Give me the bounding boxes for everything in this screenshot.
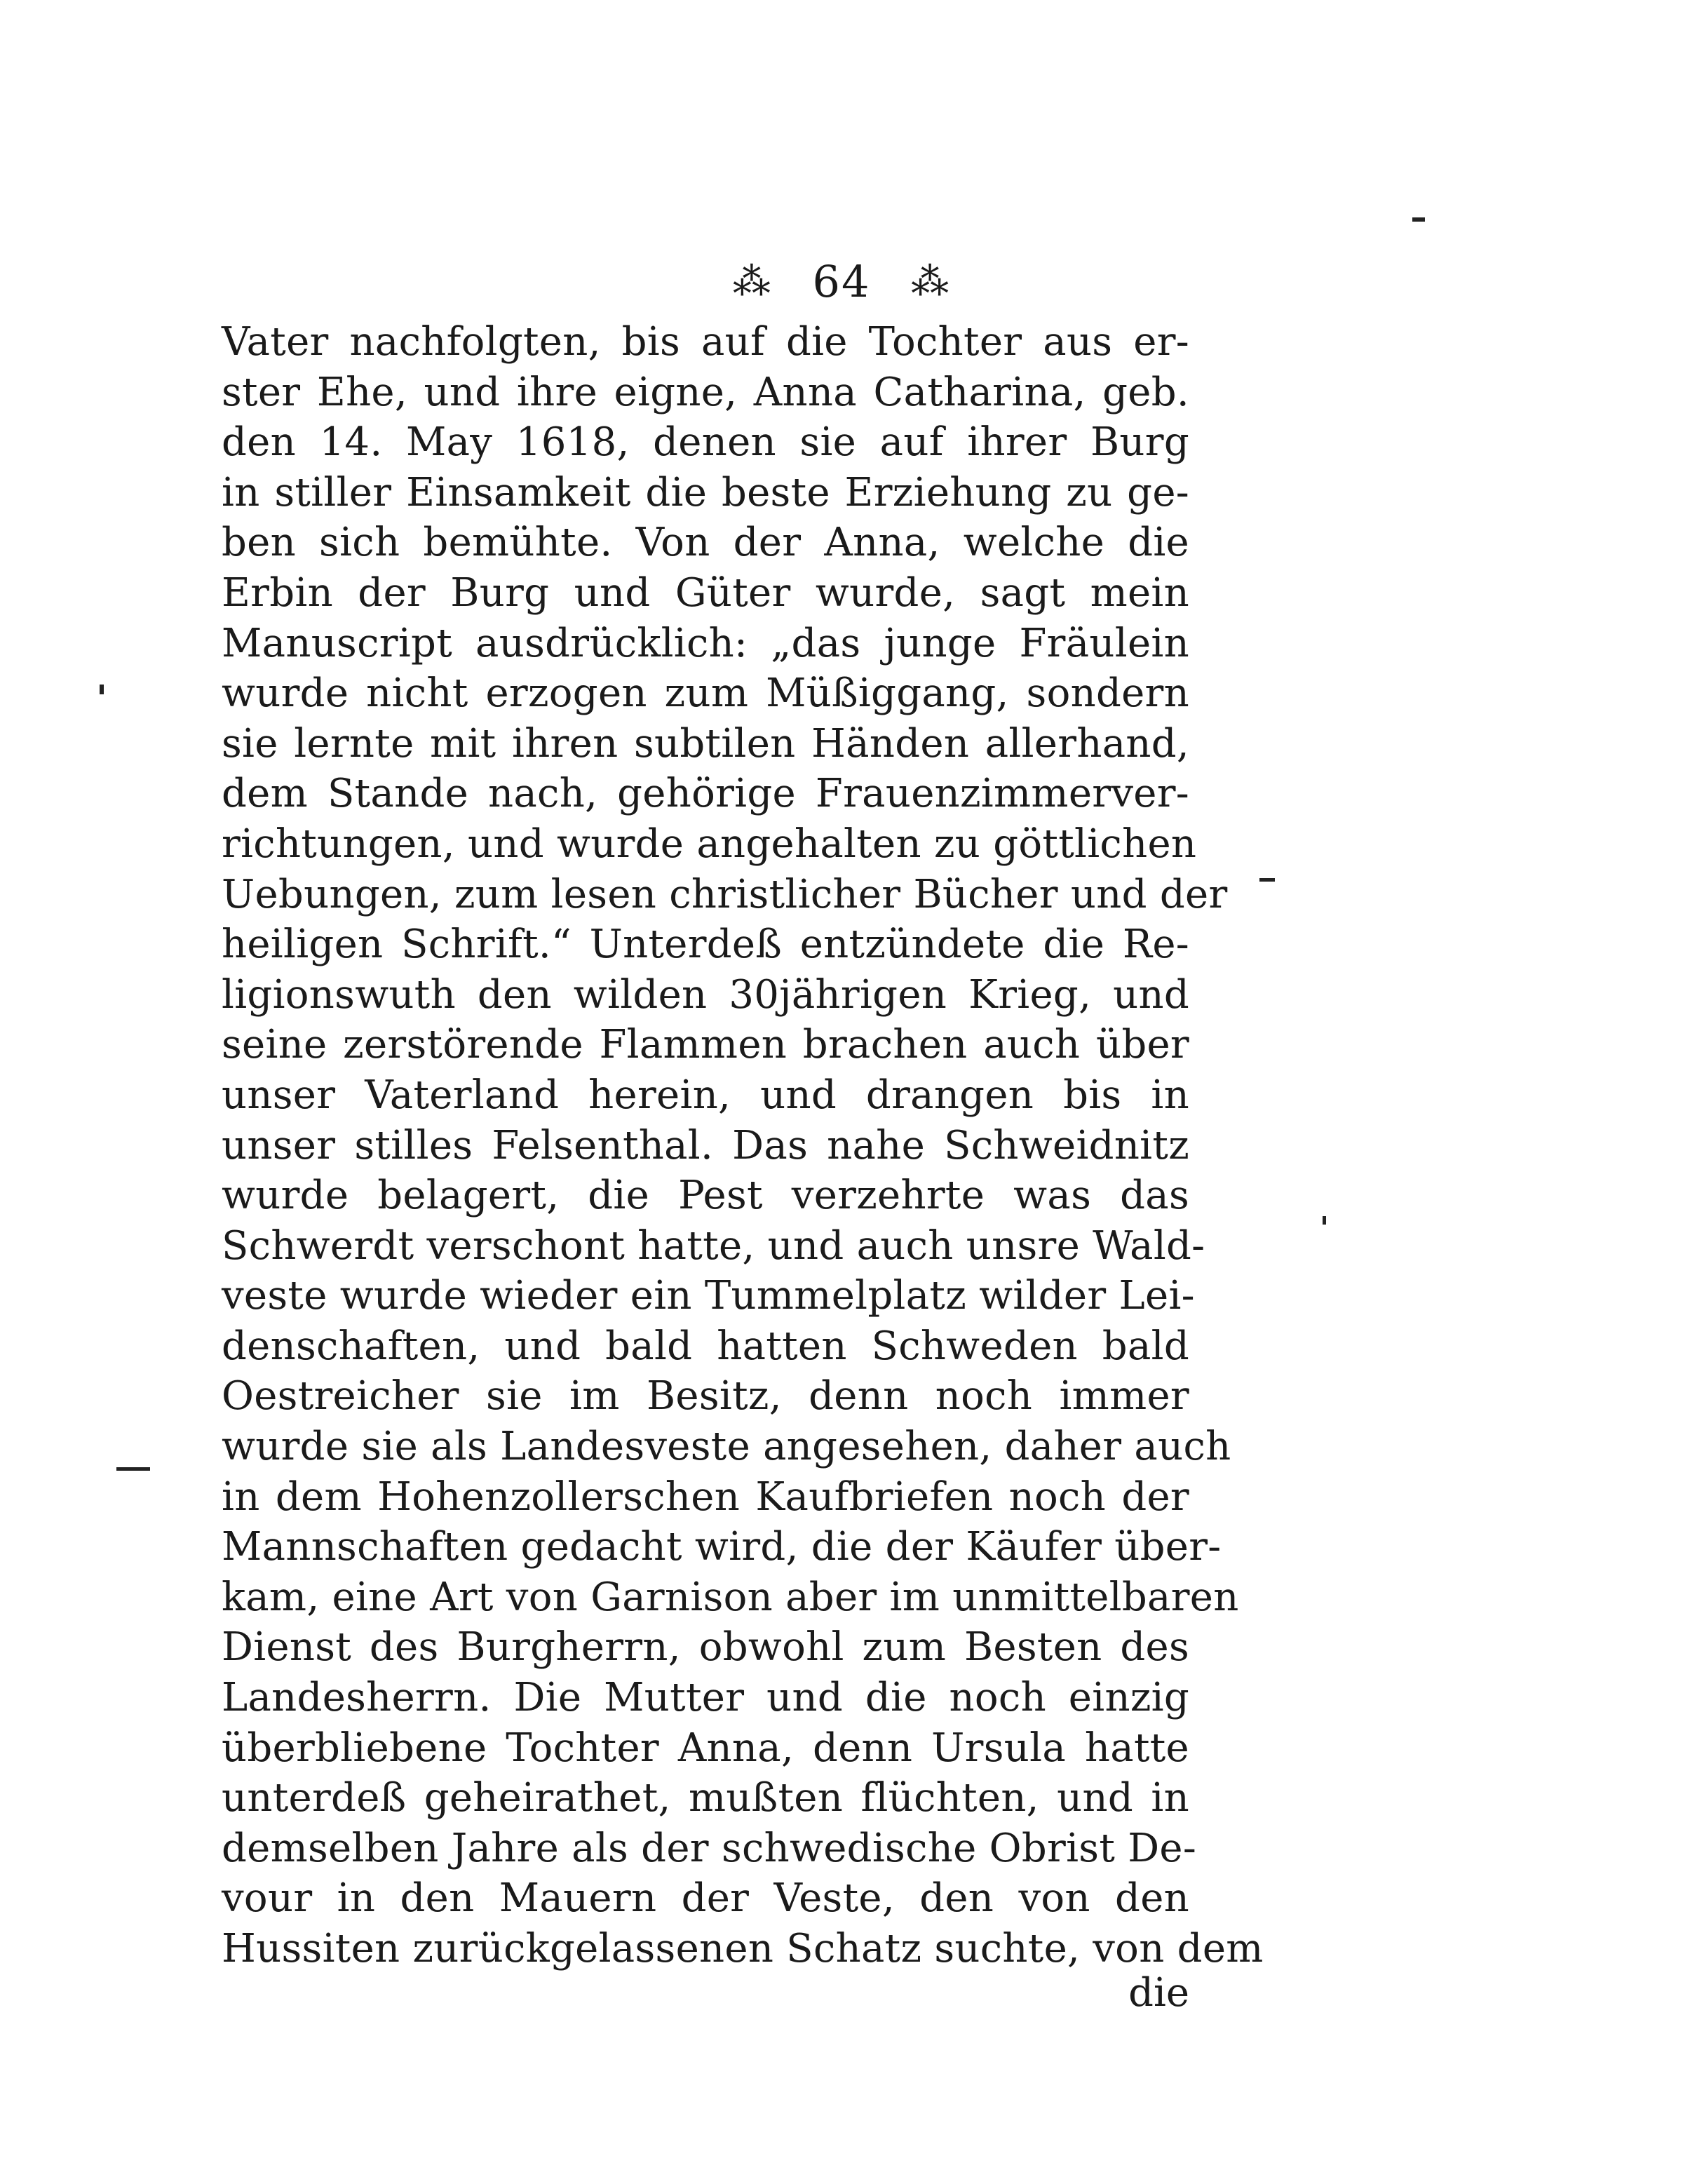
stray-mark [100, 685, 104, 694]
text-line: Erbin der Burg und Güter wurde, sagt mein [222, 569, 1189, 616]
stray-mark [1323, 1216, 1326, 1225]
text-line: Vater nachfolgten, bis auf die Tochter aus er- [222, 319, 1189, 365]
text-line: wurde nicht erzogen zum Müßiggang, sondern [222, 670, 1189, 717]
text-line: richtungen, und wurde angehalten zu göttlichen [222, 821, 1197, 867]
text-line: unterdeß geheirathet, mußten flüchten, und in [222, 1775, 1189, 1821]
text-line: kam, eine Art von Garnison aber im unmittelbaren [222, 1574, 1239, 1620]
text-line: Hussiten zurückgelassenen Schatz suchte, von dem [222, 1926, 1264, 1971]
text-line: in dem Hohenzollerschen Kaufbriefen noch der [222, 1474, 1189, 1520]
text-line: seine zerstörende Flammen brachen auch über [222, 1022, 1189, 1068]
text-line: ligionswuth den wilden 30jährigen Krieg, und [222, 971, 1189, 1018]
text-line: in stiller Einsamkeit die beste Erziehung zu ge- [222, 469, 1189, 515]
page-header [0, 252, 1683, 307]
body-text [222, 317, 1264, 1974]
right-ornament-icon: ⁂ [911, 259, 951, 304]
text-line: heiligen Schrift.“ Unterdeß entzündete die Re- [222, 922, 1189, 968]
text-line: unser stilles Felsenthal. Das nahe Schweidnitz [222, 1122, 1189, 1168]
text-line: den 14. May 1618, denen sie auf ihrer Burg [222, 419, 1189, 466]
text-line: wurde sie als Landesveste angesehen, daher auch [222, 1424, 1231, 1470]
text-line: Dienst des Burgherrn, obwohl zum Besten des [222, 1624, 1189, 1671]
text-line: Mannschaften gedacht wird, die der Käufer über- [222, 1524, 1222, 1570]
text-line: demselben Jahre als der schwedische Obrist De- [222, 1825, 1197, 1871]
page-number: 64 [812, 256, 871, 308]
stray-mark [1259, 878, 1275, 882]
text-line: Oestreicher sie im Besitz, denn noch immer [222, 1373, 1189, 1420]
text-line: Schwerdt verschont hatte, und auch unsre Wald- [222, 1222, 1205, 1269]
text-line: wurde belagert, die Pest verzehrte was das [222, 1173, 1189, 1219]
text-line: Uebungen, zum lesen christlicher Bücher und der [222, 871, 1228, 917]
stray-mark [116, 1467, 150, 1471]
catchword: die [1128, 1970, 1189, 2016]
text-line: Landesherrn. Die Mutter und die noch einzig [222, 1675, 1189, 1721]
text-line: ster Ehe, und ihre eigne, Anna Catharina, geb. [222, 369, 1189, 415]
text-line: sie lernte mit ihren subtilen Händen allerhand, [222, 720, 1189, 767]
text-line: überbliebene Tochter Anna, denn Ursula hatte [222, 1725, 1189, 1771]
text-line: ben sich bemühte. Von der Anna, welche die [222, 520, 1189, 566]
left-ornament-icon: ⁂ [732, 259, 772, 304]
stray-mark [1412, 217, 1425, 222]
text-line: unser Vaterland herein, und drangen bis in [222, 1072, 1189, 1118]
text-line: vour in den Mauern der Veste, den von den [222, 1875, 1189, 1922]
text-line: denschaften, und bald hatten Schweden bald [222, 1323, 1189, 1369]
text-line: dem Stande nach, gehörige Frauenzimmerver- [222, 771, 1189, 817]
text-line: Manuscript ausdrücklich: „das junge Fräulein [222, 620, 1189, 666]
text-line: veste wurde wieder ein Tummelplatz wilder Lei- [222, 1273, 1195, 1319]
